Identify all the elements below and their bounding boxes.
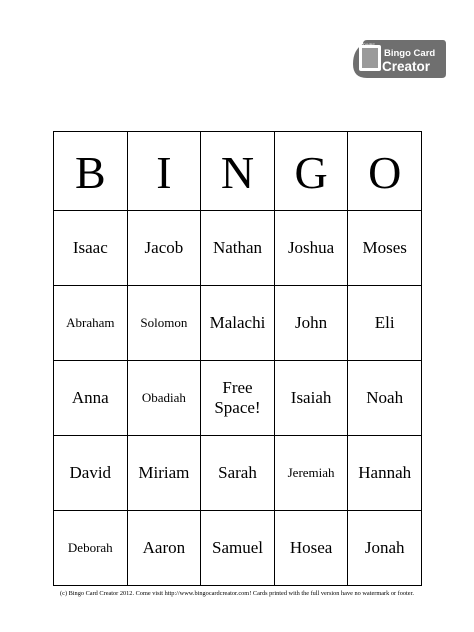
card-cell: John — [274, 286, 348, 361]
card-cell: Malachi — [201, 286, 275, 361]
card-cell: Obadiah — [127, 361, 201, 436]
logo-line2: Creator — [382, 59, 431, 74]
card-cell: Nathan — [201, 211, 275, 286]
card-cell: Anna — [54, 361, 128, 436]
bingo-card — [53, 131, 422, 586]
header-letter-o: O — [348, 132, 422, 211]
card-cell: Solomon — [127, 286, 201, 361]
card-cell: David — [54, 436, 128, 511]
card-cell: Eli — [348, 286, 422, 361]
card-cell: Miriam — [127, 436, 201, 511]
footer-notice: (c) Bingo Card Creator 2012. Come visit http://www.bingocardcreator.com! Cards printed with the full version have no watermark or footer. — [60, 590, 414, 597]
card-cell: Hosea — [274, 511, 348, 586]
card-cell: Samuel — [201, 511, 275, 586]
card-cell: Joshua — [274, 211, 348, 286]
logo-line1: Bingo Card — [384, 48, 436, 59]
logo-badge: DWBE — [363, 42, 375, 47]
card-cell: Isaiah — [274, 361, 348, 436]
card-cell: Isaac — [54, 211, 128, 286]
header-letter-g: G — [274, 132, 348, 211]
card-row — [54, 511, 422, 586]
bingo-card-creator-logo — [349, 38, 447, 80]
header-letter-n: N — [201, 132, 275, 211]
header-letter-b: B — [54, 132, 128, 211]
card-row — [54, 361, 422, 436]
header-row — [54, 132, 422, 211]
header-letter-i: I — [127, 132, 201, 211]
card-row — [54, 436, 422, 511]
card-cell: Jacob — [127, 211, 201, 286]
card-cell: Abraham — [54, 286, 128, 361]
card-cell: Sarah — [201, 436, 275, 511]
card-cell: Noah — [348, 361, 422, 436]
card-cell: Jeremiah — [274, 436, 348, 511]
card-cell: Moses — [348, 211, 422, 286]
card-cell: Deborah — [54, 511, 128, 586]
free-space-cell: Free Space! — [201, 361, 275, 436]
card-cell: Hannah — [348, 436, 422, 511]
card-row — [54, 211, 422, 286]
card-row — [54, 286, 422, 361]
card-cell: Jonah — [348, 511, 422, 586]
card-cell: Aaron — [127, 511, 201, 586]
